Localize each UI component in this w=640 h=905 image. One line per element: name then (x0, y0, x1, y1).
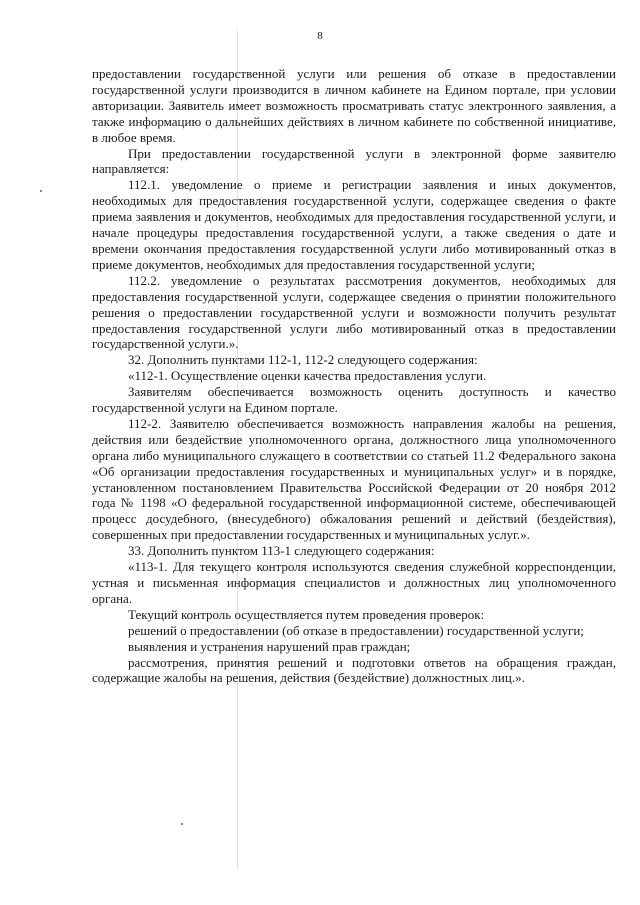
paragraph: Заявителям обеспечивается возможность оценить доступность и качество государственной услуги на Едином портале. (92, 384, 616, 416)
paragraph: решений о предоставлении (об отказе в предоставлении) государственной услуги; (128, 622, 584, 638)
scan-speck (181, 823, 183, 825)
paragraph: рассмотрения, принятия решений и подготовки ответов на обращения граждан, содержащие жалобы на решения, действия (бездействие) должностных лиц.». (92, 654, 616, 686)
paragraph: 112.2. уведомление о результатах рассмотрения документов, необходимых для предоставления государственной услуги, содержащее сведения о принятии положительного решения о предоставлении государственной услуги и возможности получить результат предоставления государственной услуги либо мотивированный отказ в предоставлении государственной услуги.». (92, 272, 616, 352)
document-body (92, 66, 616, 686)
paragraph: 112.1. уведомление о приеме и регистрации заявления и иных документов, необходимых для предоставления государственной услуги, содержащее сведения о факте приема заявления и документов, необходимых для предоставления государственной услуги, и начале процедуры предоставления государственной услуги, а также сведения о дате и времени окончания предоставления государственной услуги либо мотивированный отказ в приеме документов, необходимых для предоставления государственной услуги; (92, 177, 616, 272)
paragraph: 112-2. Заявителю обеспечивается возможность направления жалобы на решения, действия или бездействие уполномоченного органа, должностного лица уполномоченного органа либо муниципального служащего в соответствии со статьей 11.2 Федерального закона «Об организации предоставления государственных и муниципальных услуг» и в порядке, установленном постановлением Правительства Российской Федерации от 20 ноября 2012 года № 1198 «О федеральной государственной информационной системе, обеспечивающей процесс досудебного, (внесудебного) обжалования решений и действий (бездействия), совершенных при предоставлении государственных и муниципальных услуг.». (92, 415, 616, 543)
paragraph: выявления и устранения нарушений прав граждан; (128, 638, 411, 654)
paragraph: Текущий контроль осуществляется путем проведения проверок: (128, 606, 485, 622)
paragraph: 32. Дополнить пунктами 112-1, 112-2 следующего содержания: (128, 352, 478, 368)
paragraph: 33. Дополнить пунктом 113-1 следующего содержания: (128, 543, 435, 559)
paragraph: «112-1. Осуществление оценки качества предоставления услуги. (128, 368, 487, 384)
page-number: 8 (317, 30, 323, 42)
paragraph: «113-1. Для текущего контроля используются сведения служебной корреспонденции, устная и письменная информация специалистов и должностных лиц уполномоченного органа. (92, 559, 616, 606)
paragraph: предоставлении государственной услуги или решения об отказе в предоставлении государственной услуги производится в личном кабинете на Едином портале, при условии авторизации. Заявитель имеет возможность просматривать статус электронного заявления, а также информацию о дальнейших действиях в личном кабинете по собственной инициативе, в любое время. (92, 66, 616, 145)
paragraph: При предоставлении государственной услуги в электронной форме заявителю направляется: (92, 145, 616, 177)
scan-speck (40, 190, 42, 192)
